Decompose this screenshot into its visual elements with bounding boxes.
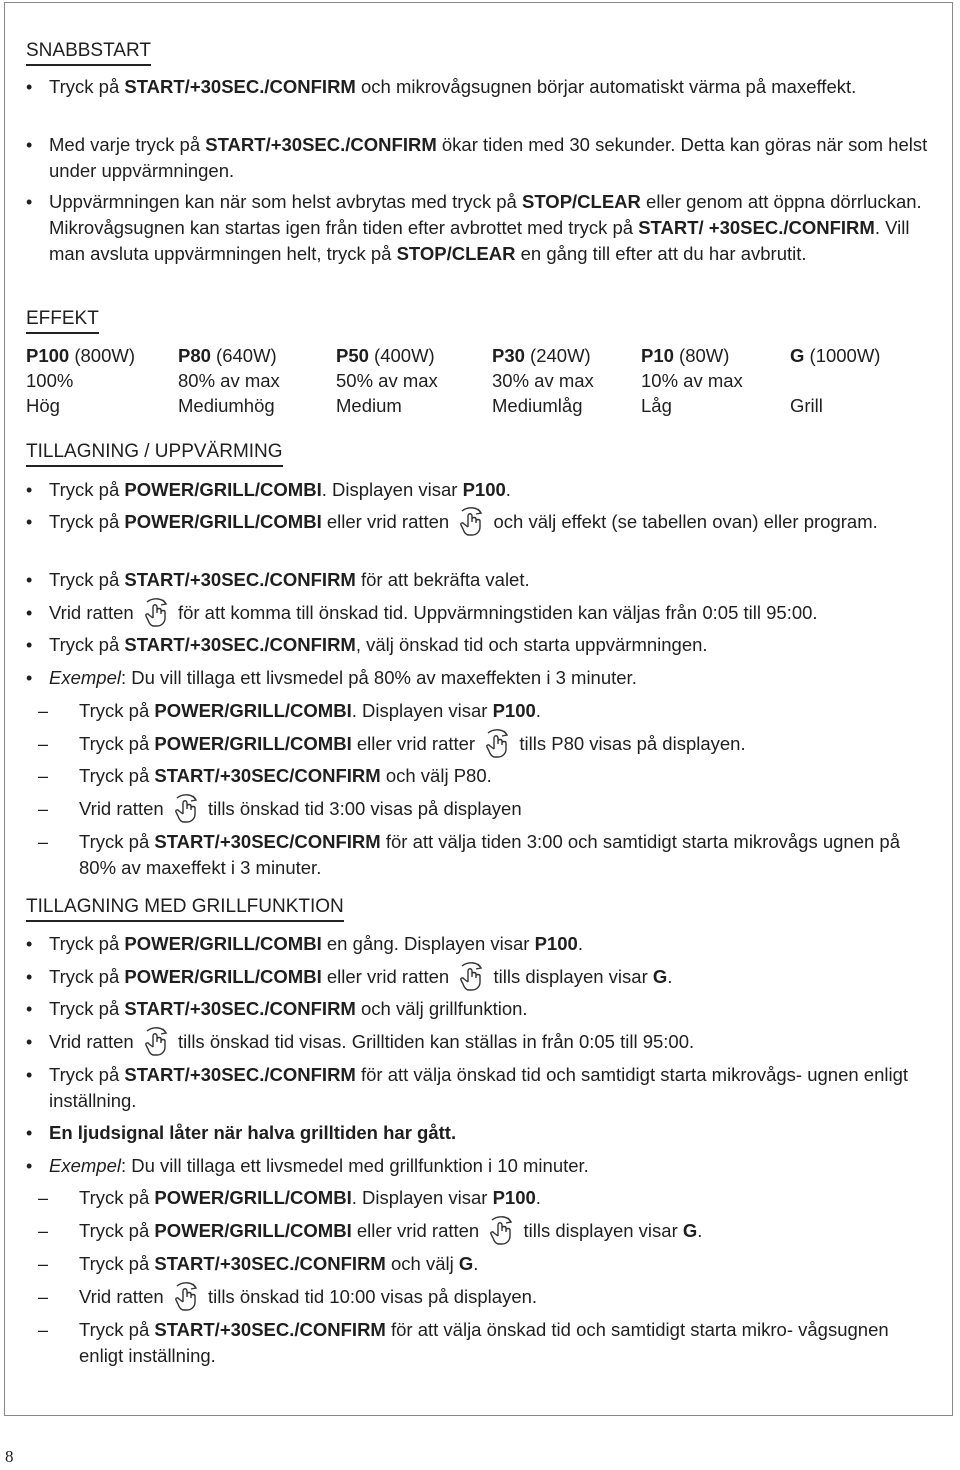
bullet: •	[26, 77, 33, 97]
power-level: Grill	[790, 395, 823, 416]
bullet: •	[26, 135, 33, 155]
power-setting	[492, 343, 591, 368]
power-percent: 100%	[26, 370, 74, 391]
power-setting	[641, 343, 729, 368]
list-item: Tryck på START/+30SEC./CONFIRM och mikrovågsugnen börjar automatiskt värma på maxeffekt.	[49, 76, 857, 97]
power-code: P100	[26, 345, 70, 366]
power-watt: (800W)	[69, 345, 136, 366]
dial-hand-icon	[482, 729, 512, 755]
sub-item: Vrid ratten tills önskad tid 3:00 visas på displayen	[79, 796, 930, 823]
power-watt: (400W)	[368, 345, 435, 366]
dash: –	[38, 766, 49, 786]
power-level: Mediumhög	[178, 395, 275, 416]
power-level: Mediumlåg	[492, 395, 583, 416]
sub-item: Tryck på POWER/GRILL/COMBI eller vrid ratten tills displayen visar G.	[79, 1218, 930, 1245]
dash: –	[38, 1221, 49, 1241]
section-heading-snabbstart: SNABBSTART	[26, 40, 151, 66]
power-watt: (240W)	[524, 345, 591, 366]
list-item: Uppvärmningen kan när som helst avbrytas med tryck på STOP/CLEAR eller genom att öppna dörrluckan. Mikrovågsugnen kan startas igen från tiden efter avbrottet med tryck på START/ +30SEC./CONFIRM. Vill man avsluta uppvärmningen helt, tryck på STOP/CLEAR en gång till efter att du har avbrutit.	[49, 191, 922, 264]
power-level: Hög	[26, 395, 60, 416]
list-item: Tryck på START/+30SEC./CONFIRM för att bekräfta valet.	[49, 569, 530, 590]
bullet: •	[26, 635, 33, 655]
list-item: Vrid ratten för att komma till önskad tid. Uppvärmningstiden kan väljas från 0:05 till 95:00.	[49, 600, 930, 627]
bullet: •	[26, 668, 33, 688]
dial-hand-icon	[456, 507, 486, 533]
dash: –	[38, 1188, 49, 1208]
section-heading-effekt: EFFEKT	[26, 308, 99, 334]
bullet: •	[26, 512, 33, 532]
sub-item: Tryck på START/+30SEC/CONFIRM för att välja tiden 3:00 och samtidigt starta mikrovågs ugnen på 80% av maxeffekt i 3 minuter.	[79, 831, 901, 878]
bullet: •	[26, 999, 33, 1019]
list-item: Tryck på POWER/GRILL/COMBI eller vrid ratten tills displayen visar G.	[49, 964, 930, 991]
bullet: •	[26, 1156, 33, 1176]
sub-item: Tryck på POWER/GRILL/COMBI. Displayen visar P100.	[79, 1187, 541, 1208]
section-heading-grill: TILLAGNING MED GRILLFUNKTION	[26, 896, 344, 922]
dash: –	[38, 1254, 49, 1274]
list-item: Tryck på POWER/GRILL/COMBI eller vrid ratten och välj effekt (se tabellen ovan) eller program.	[49, 509, 930, 536]
dash: –	[38, 799, 49, 819]
power-level: Medium	[336, 395, 402, 416]
dash: –	[38, 1287, 49, 1307]
list-item: Tryck på POWER/GRILL/COMBI. Displayen visar P100.	[49, 479, 511, 500]
power-watt: (1000W)	[804, 345, 881, 366]
bullet: •	[26, 480, 33, 500]
bullet: •	[26, 1065, 33, 1085]
dial-hand-icon	[486, 1216, 516, 1242]
list-item: Exempel: Du vill tillaga ett livsmedel på 80% av maxeffekten i 3 minuter.	[49, 667, 637, 688]
dial-hand-icon	[456, 962, 486, 988]
section-heading-tillagning: TILLAGNING / UPPVÄRMING	[26, 441, 283, 467]
bullet: •	[26, 934, 33, 954]
power-setting	[178, 343, 277, 368]
sub-item: Vrid ratten tills önskad tid 10:00 visas på displayen.	[79, 1284, 930, 1311]
power-watt: (640W)	[210, 345, 277, 366]
power-percent: 80% av max	[178, 370, 280, 391]
dash: –	[38, 1320, 49, 1340]
dash: –	[38, 832, 49, 852]
sub-item: Tryck på START/+30SEC/CONFIRM och välj P80.	[79, 765, 492, 786]
list-item: Exempel: Du vill tillaga ett livsmedel med grillfunktion i 10 minuter.	[49, 1155, 589, 1176]
power-percent: 10% av max	[641, 370, 743, 391]
bullet: •	[26, 1032, 33, 1052]
dash: –	[38, 734, 49, 754]
page-number: 8	[5, 1447, 14, 1466]
power-code: P10	[641, 345, 674, 366]
power-setting	[26, 343, 135, 368]
list-item: Tryck på START/+30SEC./CONFIRM för att välja önskad tid och samtidigt starta mikrovågs- ugnen enligt inställning.	[49, 1064, 909, 1111]
dial-hand-icon	[171, 1282, 201, 1308]
list-item: Vrid ratten tills önskad tid visas. Grilltiden kan ställas in från 0:05 till 95:00.	[49, 1029, 930, 1056]
power-code: G	[790, 345, 805, 366]
power-code: P80	[178, 345, 211, 366]
power-code: P50	[336, 345, 369, 366]
bullet: •	[26, 1123, 33, 1143]
dash: –	[38, 701, 49, 721]
dial-hand-icon	[171, 794, 201, 820]
list-item: Med varje tryck på START/+30SEC./CONFIRM ökar tiden med 30 sekunder. Detta kan göras när som helst under uppvärmningen.	[49, 134, 928, 181]
power-watt: (80W)	[673, 345, 730, 366]
bullet: •	[26, 570, 33, 590]
power-percent: 50% av max	[336, 370, 438, 391]
sub-item: Tryck på POWER/GRILL/COMBI eller vrid ratter tills P80 visas på displayen.	[79, 731, 930, 758]
list-item: Tryck på START/+30SEC./CONFIRM och välj grillfunktion.	[49, 998, 528, 1019]
list-item: Tryck på POWER/GRILL/COMBI en gång. Displayen visar P100.	[49, 933, 583, 954]
sub-item: Tryck på START/+30SEC./CONFIRM för att välja önskad tid och samtidigt starta mikro- vågsugnen enligt inställning.	[79, 1319, 889, 1366]
power-percent: 30% av max	[492, 370, 594, 391]
bullet: •	[26, 967, 33, 987]
power-code: P30	[492, 345, 525, 366]
sub-item: Tryck på POWER/GRILL/COMBI. Displayen visar P100.	[79, 700, 541, 721]
list-item: Tryck på START/+30SEC./CONFIRM, välj önskad tid och starta uppvärmningen.	[49, 634, 708, 655]
power-level: Låg	[641, 395, 672, 416]
list-item: En ljudsignal låter när halva grilltiden har gått.	[49, 1122, 457, 1143]
bullet: •	[26, 192, 33, 212]
power-setting	[790, 343, 880, 368]
dial-hand-icon	[141, 1027, 171, 1053]
dial-hand-icon	[141, 598, 171, 624]
power-setting	[336, 343, 435, 368]
sub-item: Tryck på START/+30SEC./CONFIRM och välj G.	[79, 1253, 479, 1274]
bullet: •	[26, 603, 33, 623]
